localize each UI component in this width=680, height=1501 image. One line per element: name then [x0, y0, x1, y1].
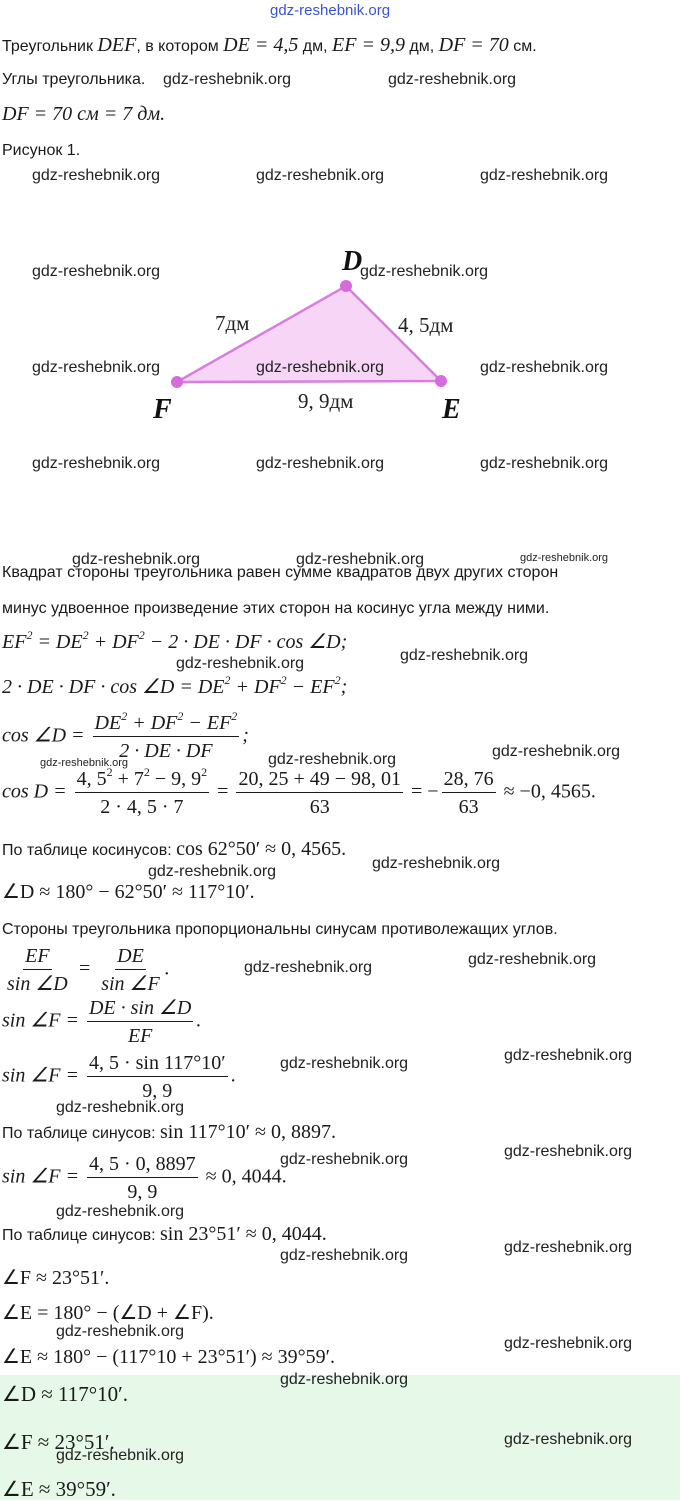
eq8: sin ∠F = $\frac{4, 5 \cdot 0, 8897}{9, 9}$ ≈ 0, 4044. — [2, 1153, 287, 1203]
eq2: 2 · DE · DF · cos ∠D = $DE^2 + DF^2 - EF^2$; — [2, 673, 348, 698]
watermark: gdz-reshebnik.org — [244, 959, 373, 976]
rule1-line1: Квадрат стороны треугольника равен сумме квадратов двух других сторон — [2, 564, 559, 581]
top-watermark: gdz-reshebnik.org — [270, 2, 391, 19]
watermark: gdz-reshebnik.org — [32, 359, 161, 376]
answer-d: ∠D ≈ 117°10′. — [2, 1382, 128, 1406]
label-e: E — [442, 394, 461, 425]
watermark: gdz-reshebnik.org — [400, 647, 529, 664]
watermark: gdz-reshebnik.org — [520, 552, 609, 564]
watermark: gdz-reshebnik.org — [163, 71, 292, 88]
watermark: gdz-reshebnik.org — [256, 167, 385, 184]
watermark: gdz-reshebnik.org — [40, 757, 129, 769]
watermark: gdz-reshebnik.org — [56, 1203, 185, 1220]
watermark: gdz-reshebnik.org — [388, 71, 517, 88]
figure-caption: Рисунок 1. — [2, 142, 81, 159]
watermark: gdz-reshebnik.org — [176, 655, 305, 672]
watermark: gdz-reshebnik.org — [480, 167, 609, 184]
rule1-line2: минус удвоенное произведение этих сторон на косинус угла между ними. — [2, 600, 550, 617]
side-ef-label: 9, 9дм — [298, 389, 354, 413]
eq4-fraction-1: $\frac{4, 5^2 + 7^2 - 9, 9^2}{2 \cdot 4, 5 \cdot 7}$ — [76, 765, 208, 818]
watermark: gdz-reshebnik.org — [280, 1371, 409, 1388]
watermark: gdz-reshebnik.org — [372, 855, 501, 872]
watermark: gdz-reshebnik.org — [32, 263, 161, 280]
angle-d-line: ∠D ≈ 180° − 62°50′ ≈ 117°10′. — [2, 881, 255, 903]
point-f — [171, 376, 183, 388]
task-text: Углы треугольника. — [2, 71, 146, 88]
watermark: gdz-reshebnik.org — [72, 551, 201, 568]
watermark: gdz-reshebnik.org — [256, 455, 385, 472]
watermark: gdz-reshebnik.org — [492, 743, 621, 760]
watermark: gdz-reshebnik.org — [32, 167, 161, 184]
watermark: gdz-reshebnik.org — [256, 359, 385, 376]
label-f: F — [153, 394, 172, 425]
eq5: $\frac{EF}{\sin \angle D}$ = $\frac{DE}{\sin \angle F}$ . — [7, 945, 170, 995]
label-d: D — [342, 246, 363, 277]
point-e — [435, 375, 447, 387]
angle-e-formula: ∠E = 180° − (∠D + ∠F). — [2, 1302, 214, 1324]
rule2-line: Стороны треугольника пропорциональны синусам противолежащих углов. — [2, 921, 558, 938]
watermark: gdz-reshebnik.org — [56, 1099, 185, 1116]
watermark: gdz-reshebnik.org — [480, 455, 609, 472]
given-line: Треугольник DEF, в котором DE = 4,5 дм, EF = 9,9 дм, DF = 70 см. — [2, 34, 537, 56]
watermark: gdz-reshebnik.org — [56, 1447, 185, 1464]
watermark: gdz-reshebnik.org — [280, 1151, 409, 1168]
watermark: gdz-reshebnik.org — [504, 1239, 633, 1256]
eq3: cos ∠D = $\frac{DE^2 + DF^2 - EF^2}{2 \cdot DE \cdot DF}$ ; — [2, 709, 249, 762]
watermark: gdz-reshebnik.org — [468, 951, 597, 968]
angle-f-line: ∠F ≈ 23°51′. — [2, 1267, 110, 1289]
watermark: gdz-reshebnik.org — [280, 1247, 409, 1264]
watermark: gdz-reshebnik.org — [148, 863, 277, 880]
eq4-fraction-3: $\frac{28, 76}{63}$ — [443, 768, 494, 818]
table-sin1-line: По таблице синусов: sin 117°10′ ≈ 0, 8897. — [2, 1121, 336, 1143]
watermark: gdz-reshebnik.org — [56, 1323, 185, 1340]
watermark: gdz-reshebnik.org — [280, 1055, 409, 1072]
eq4-fraction-2: $\frac{20, 25 + 49 - 98, 01}{63}$ — [238, 768, 402, 818]
watermark: gdz-reshebnik.org — [504, 1431, 633, 1448]
eq4: cos D = $\frac{4, 5^2 + 7^2 - 9, 9^2}{2 \cdot 4, 5 \cdot 7}$ = $\frac{20, 25 + 49 - 98, 01}{63}$ = − $\frac{28, 76}{63}$ ≈ −0, 4565. — [2, 765, 596, 818]
eq6: sin ∠F = $\frac{DE \cdot \sin \angle D}{EF}$ . — [2, 997, 202, 1047]
angle-e-line: ∠E ≈ 180° − (117°10 + 23°51′) ≈ 39°59′. — [2, 1346, 335, 1368]
point-d — [340, 280, 352, 292]
watermark: gdz-reshebnik.org — [32, 455, 161, 472]
watermark: gdz-reshebnik.org — [504, 1143, 633, 1160]
table-sin2-line: По таблице синусов: sin 23°51′ ≈ 0, 4044. — [2, 1223, 327, 1245]
eq1: $EF^2 = DE^2 + DF^2 - 2$ · DE · DF · cos ∠D; — [2, 628, 348, 653]
side-de-label: 4, 5дм — [398, 313, 454, 337]
watermark: gdz-reshebnik.org — [360, 263, 489, 280]
side-df-label: 7дм — [215, 311, 250, 335]
table-cos-line: По таблице косинусов: cos 62°50′ ≈ 0, 4565. — [2, 838, 347, 860]
eq7: sin ∠F = $\frac{4, 5 \cdot \sin 117^\circ 10'}{9, 9}$ . — [2, 1052, 236, 1102]
watermark: gdz-reshebnik.org — [268, 751, 397, 768]
watermark: gdz-reshebnik.org — [504, 1335, 633, 1352]
watermark: gdz-reshebnik.org — [504, 1047, 633, 1064]
watermark: gdz-reshebnik.org — [480, 359, 609, 376]
answer-e: ∠E ≈ 39°59′. — [2, 1477, 116, 1501]
answer-f: ∠F ≈ 23°51′. — [2, 1430, 115, 1454]
convert-line: DF = 70 см = 7 дм. — [2, 103, 166, 125]
eq3-fraction: $\frac{DE^2 + DF^2 - EF^2}{2 \cdot DE \cdot DF}$ — [94, 709, 238, 762]
watermark: gdz-reshebnik.org — [296, 551, 425, 568]
